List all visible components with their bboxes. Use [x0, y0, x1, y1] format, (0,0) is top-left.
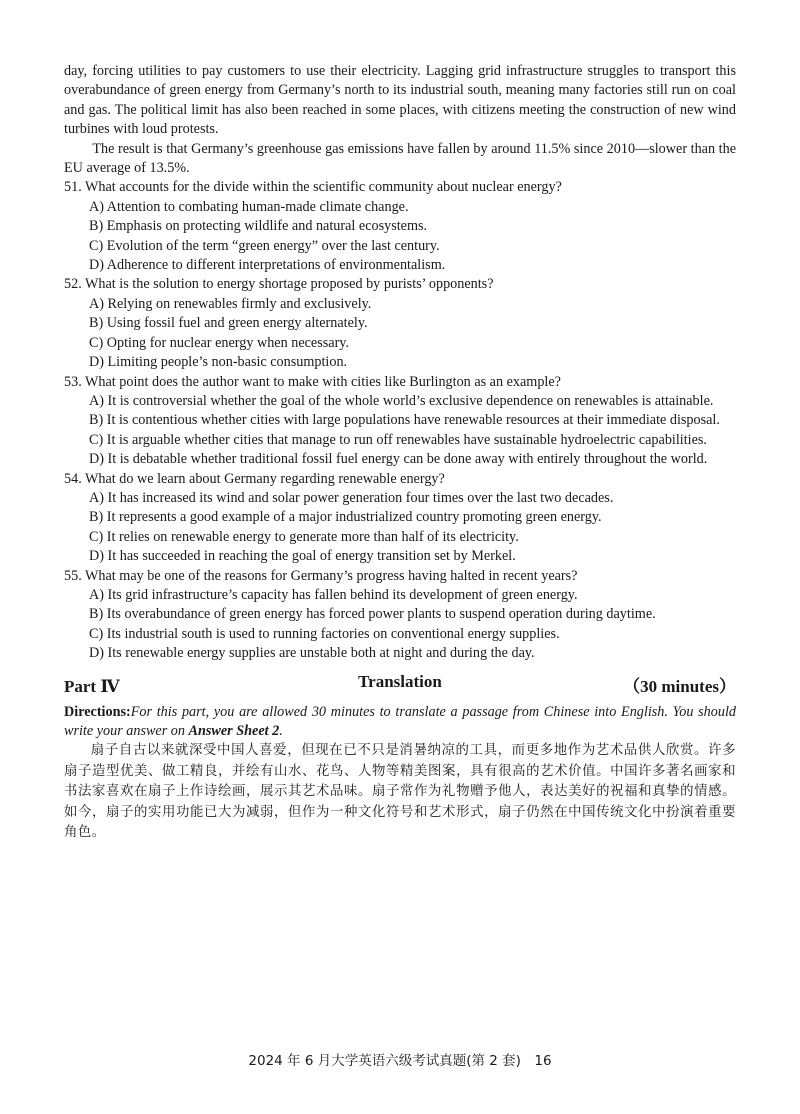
answer-option: B) Using fossil fuel and green energy alternately. — [89, 315, 368, 332]
answer-option: B) It represents a good example of a major industrialized country promoting green energy. — [89, 509, 602, 526]
part-time: （30 minutes） — [623, 676, 736, 696]
question-stem: 53. What point does the author want to make with cities like Burlington as an example? — [64, 373, 561, 390]
question-stem: 55. What may be one of the reasons for Germany’s progress having halted in recent years? — [64, 567, 578, 584]
answer-option: A) Its grid infrastructure’s capacity has fallen behind its development of green energy. — [89, 586, 578, 603]
directions-label: Directions: — [64, 703, 131, 720]
passage-paragraph-2: The result is that Germany’s greenhouse gas emissions have fallen by around 11.5% since 2010—slower than the EU average of 13.5%. — [64, 140, 736, 177]
answer-option: C) Evolution of the term “green energy” over the last century. — [89, 237, 440, 254]
question-block — [64, 567, 736, 664]
part-title: Translation — [358, 671, 442, 691]
question-block — [64, 373, 736, 470]
question-block — [64, 178, 736, 275]
passage-paragraph-1: day, forcing utilities to pay customers to use their electricity. Lagging grid infrastructure struggles to transport this overabundance of green energy from Germany’s north to its industrial south, meaning many factories still run on coal and gas. The political limit has also been reached in some places, with citizens meeting the construction of new wind turbines with loud protests. — [64, 63, 736, 138]
answer-option: D) Adherence to different interpretations of environmentalism. — [89, 257, 446, 274]
question-block — [64, 275, 736, 372]
answer-option: B) It is contentious whether cities with large populations have renewable resources at their immediate disposal. — [89, 412, 720, 429]
question-stem: 54. What do we learn about Germany regarding renewable energy? — [64, 470, 445, 487]
answer-option: A) Relying on renewables firmly and exclusively. — [89, 295, 372, 312]
directions-text: For this part, you are allowed 30 minutes to translate a passage from Chinese into English. You should write your answer on — [64, 703, 736, 739]
answer-option: A) Attention to combating human-made climate change. — [89, 198, 409, 215]
question-stem: 51. What accounts for the divide within the scientific community about nuclear energy? — [64, 179, 562, 196]
translation-passage: 扇子自古以来就深受中国人喜爱，但现在已不只是消暑纳凉的工具，而更多地作为艺术品供人欣赏。许多扇子造型优美、做工精良，并绘有山水、花鸟、人物等精美图案，具有很高的艺术价值。中国许多著名画家和书法家喜欢在扇子上作诗绘画，展示其艺术品味。扇子常作为礼物赠予他人，表达美好的祝福和真挚的情感。如今，扇子的实用功能已大为减弱，但作为一种文化符号和艺术形式，扇子仍然在中国传统文化中扮演着重要角色。 — [64, 743, 736, 841]
answer-option: C) Opting for nuclear energy when necessary. — [89, 334, 350, 351]
answer-option: D) Its renewable energy supplies are unstable both at night and during the day. — [89, 645, 535, 662]
directions-end: . — [279, 723, 283, 739]
part-header — [64, 672, 736, 697]
answer-option: B) Emphasis on protecting wildlife and natural ecosystems. — [89, 218, 428, 235]
answer-option: D) It has succeeded in reaching the goal of energy transition set by Merkel. — [89, 548, 516, 565]
answer-option: A) It has increased its wind and solar power generation four times over the last two decades. — [89, 489, 614, 506]
answer-option: D) It is debatable whether traditional fossil fuel energy can be done away with entirely throughout the world. — [89, 451, 708, 468]
answer-option: C) It relies on renewable energy to generate more than half of its electricity. — [89, 528, 519, 545]
answer-option: C) Its industrial south is used to running factories on conventional energy supplies. — [89, 625, 560, 642]
question-block — [64, 470, 736, 567]
answer-option: C) It is arguable whether cities that manage to run off renewables have sustainable hydroelectric capabilities. — [89, 431, 707, 448]
question-list — [64, 178, 736, 663]
exam-page — [64, 62, 736, 844]
answer-option: A) It is controversial whether the goal of the whole world’s exclusive dependence on renewables is attainable. — [89, 392, 714, 409]
directions — [64, 703, 736, 742]
answer-option: B) Its overabundance of green energy has forced power plants to suspend operation during daytime. — [89, 606, 656, 623]
part-label: Part Ⅳ — [64, 676, 120, 696]
page-footer: 2024 年 6 月大学英语六级考试真题(第 2 套) 16 — [248, 1053, 552, 1069]
answer-option: D) Limiting people’s non-basic consumption. — [89, 354, 348, 371]
question-stem: 52. What is the solution to energy shortage proposed by purists’ opponents? — [64, 276, 494, 293]
answer-sheet-label: Answer Sheet 2 — [188, 723, 280, 739]
